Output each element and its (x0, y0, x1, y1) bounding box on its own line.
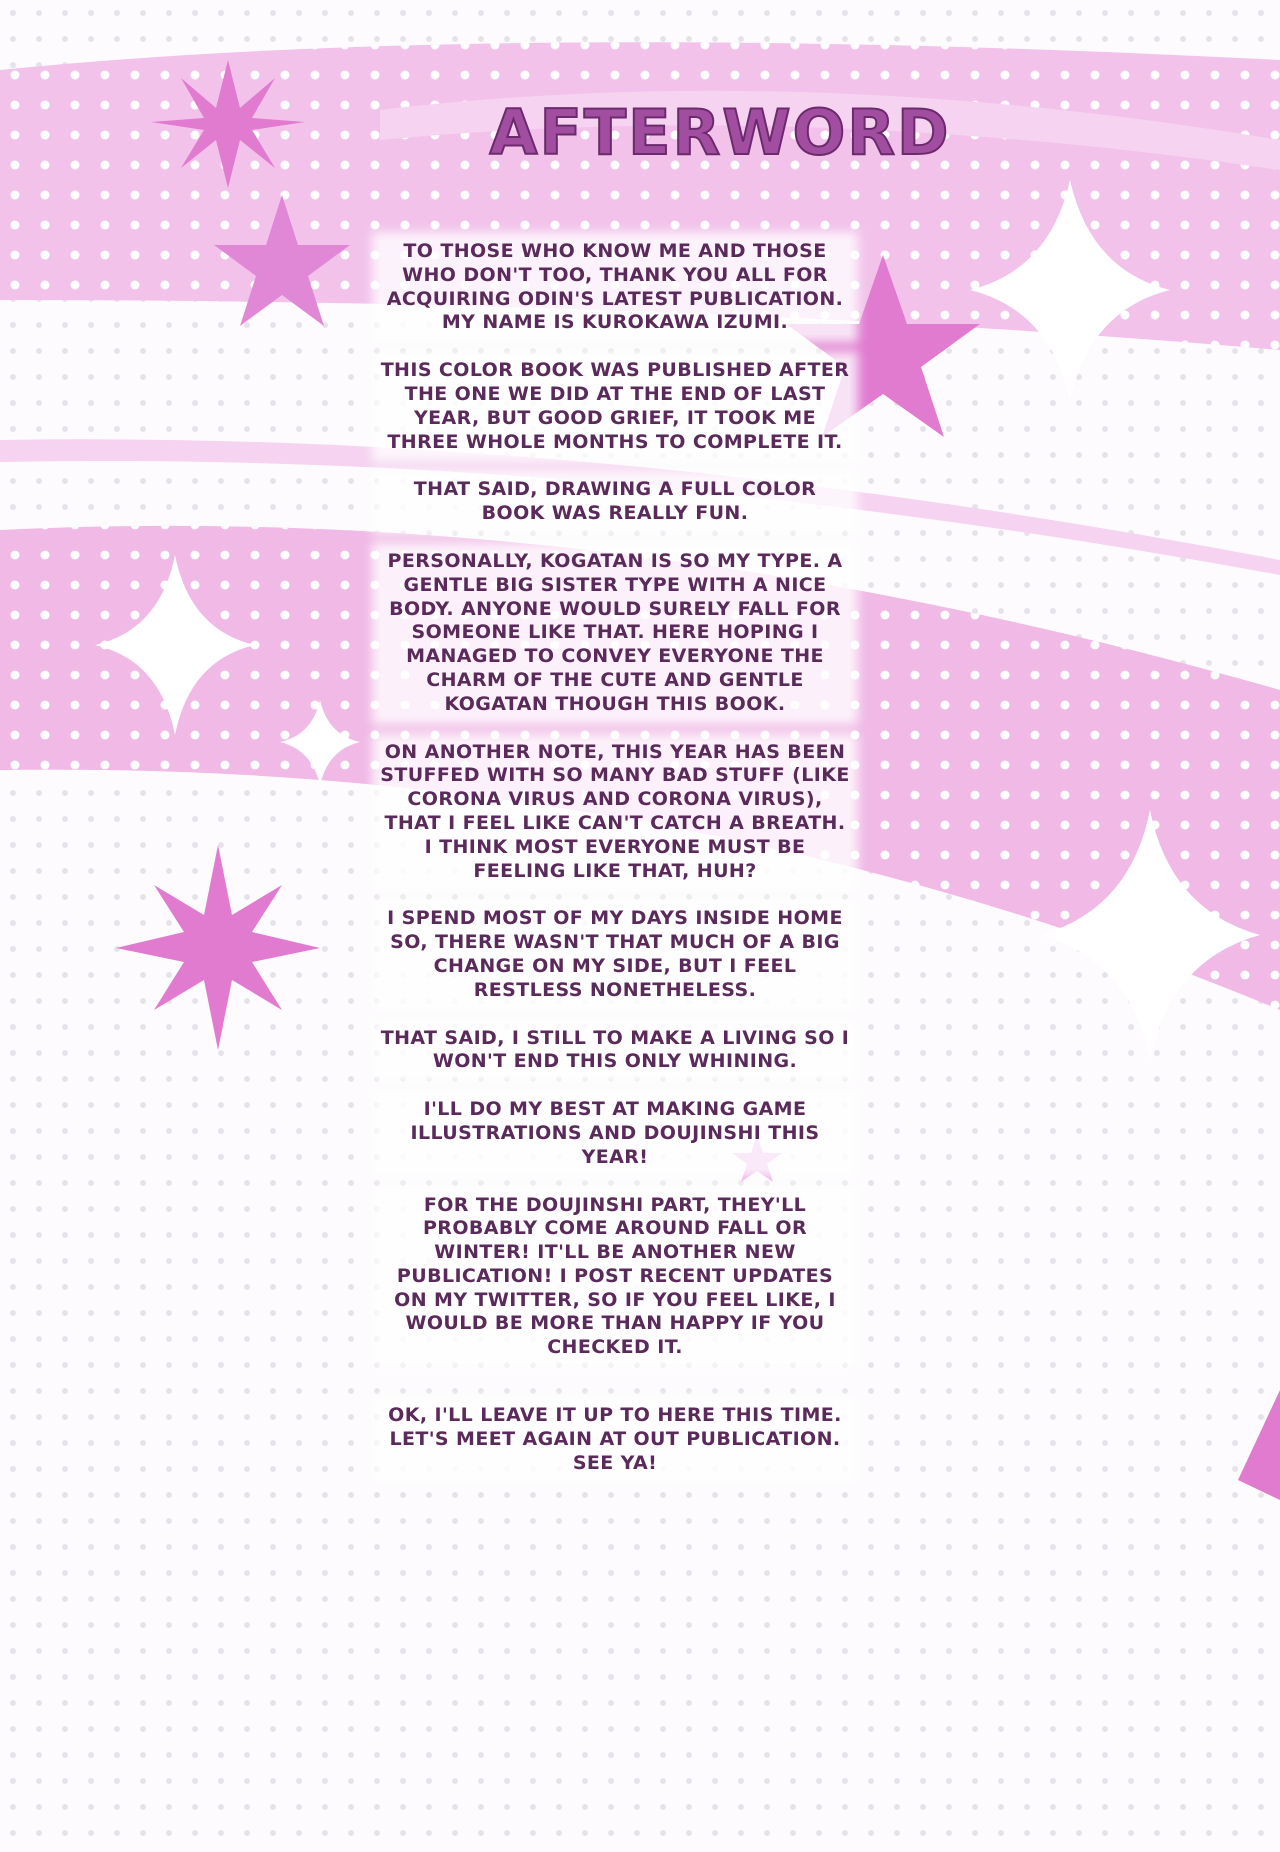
paragraph-doing-best: I'LL DO MY BEST AT MAKING GAME ILLUSTRATIONS AND DOUJINSHI THIS YEAR! (380, 1098, 850, 1169)
star-edge-right (1238, 1390, 1280, 1500)
paragraph-making-living: THAT SAID, I STILL TO MAKE A LIVING SO I WON'T END THIS ONLY WHINING. (380, 1026, 850, 1073)
page-title: AFTERWORD (489, 96, 951, 169)
paragraph-full-color-fun: THAT SAID, DRAWING A FULL COLOR BOOK WAS REALLY FUN. (380, 478, 850, 526)
paragraph-doujinshi-plans: FOR THE DOUJINSHI PART, THEY'LL PROBABLY COME AROUND FALL OR WINTER! IT'LL BE ANOTHER NEW PUBLICATION! I POST RECENT UPDATES ON MY TWITTER, SO IF YOU FEEL LIKE, I WOULD BE MORE THAN HAPPY IF YOU CHECKED IT. (380, 1194, 850, 1361)
afterword-text (380, 240, 850, 1499)
paragraph-stay-home: I SPEND MOST OF MY DAYS INSIDE HOME SO, THERE WASN'T THAT MUCH OF A BIG CHANGE ON MY SIDE, BUT I FEEL RESTLESS NONETHELESS. (380, 907, 850, 1002)
paragraph-greeting: TO THOSE WHO KNOW ME AND THOSE WHO DON'T TOO, THANK YOU ALL FOR ACQUIRING ODIN'S LATEST PUBLICATION. MY NAME IS KUROKAWA IZUMI. (380, 240, 850, 335)
paragraph-this-year: ON ANOTHER NOTE, THIS YEAR HAS BEEN STUFFED WITH SO MANY BAD STUFF (LIKE CORONA VIRUS AND CORONA VIRUS), THAT I FEEL LIKE CAN'T CATCH A BREATH. I THINK MOST EVERYONE MUST BE FEELING LIKE THAT, HUH? (380, 740, 850, 882)
eight-point-star-left (116, 845, 320, 1050)
paragraph-color-book: THIS COLOR BOOK WAS PUBLISHED AFTER THE ONE WE DID AT THE END OF LAST YEAR, BUT GOOD GRIEF, IT TOOK ME THREE WHOLE MONTHS TO COMPLETE IT. (380, 359, 850, 453)
paragraph-kogatan: PERSONALLY, KOGATAN IS SO MY TYPE. A GENTLE BIG SISTER TYPE WITH A NICE BODY. ANYONE WOULD SURELY FALL FOR SOMEONE LIKE THAT. HERE HOPING I MANAGED TO CONVEY EVERYONE THE CHARM OF THE CUTE AND GENTLE KOGATAN THOUGH THIS BOOK. (380, 550, 850, 717)
paragraph-farewell: OK, I'LL LEAVE IT UP TO HERE THIS TIME. LET'S MEET AGAIN AT OUT PUBLICATION. SEE YA! (380, 1404, 850, 1475)
